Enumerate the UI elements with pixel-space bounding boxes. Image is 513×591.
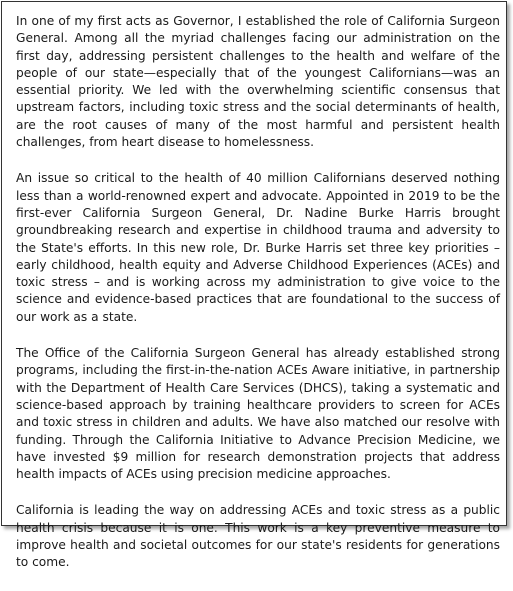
document-body bbox=[16, 13, 500, 591]
paragraph-3: The Office of the California Surgeon General has already established strong programs, including the first-in-the-nation ACEs Aware initiative, in partnership with the Department of Health Care Services (DHCS), taking a systematic and science-based approach by training healthcare providers to screen for ACEs and toxic stress in children and adults. We have also matched our resolve with funding. Through the California Initiative to Advance Precision Medicine, we have invested $9 million for research demonstration projects that address health impacts of ACEs using precision medicine approaches. bbox=[16, 346, 500, 482]
paragraph-1: In one of my first acts as Governor, I established the role of California Surgeon General. Among all the myriad challenges facing our administration on the first day, addressing persistent challenges to the health and welfare of the people of our state—especially that of the youngest Californians—was an essential priority. We led with the overwhelming scientific consensus that upstream factors, including toxic stress and the social determinants of health, are the root causes of many of the most harmful and persistent health challenges, from heart disease to homelessness. bbox=[16, 14, 500, 150]
paragraph-2: An issue so critical to the health of 40 million Californians deserved nothing less than a world-renowned expert and advocate. Appointed in 2019 to be the first-ever California Surgeon General, Dr. Nadine Burke Harris brought groundbreaking research and expertise in childhood trauma and adversity to the State's efforts. In this new role, Dr. Burke Harris set three key priorities – early childhood, health equity and Adverse Childhood Experiences (ACEs) and toxic stress – and is working across my administration to give voice to the science and evidence-based practices that are foundational to the success of our work as a state. bbox=[16, 171, 500, 324]
paragraph-4: California is leading the way on addressing ACEs and toxic stress as a public health crisis because it is one. This work is a key preventive measure to improve health and societal outcomes for our state's residents for generations to come. bbox=[16, 503, 500, 570]
document-frame bbox=[1, 1, 507, 570]
